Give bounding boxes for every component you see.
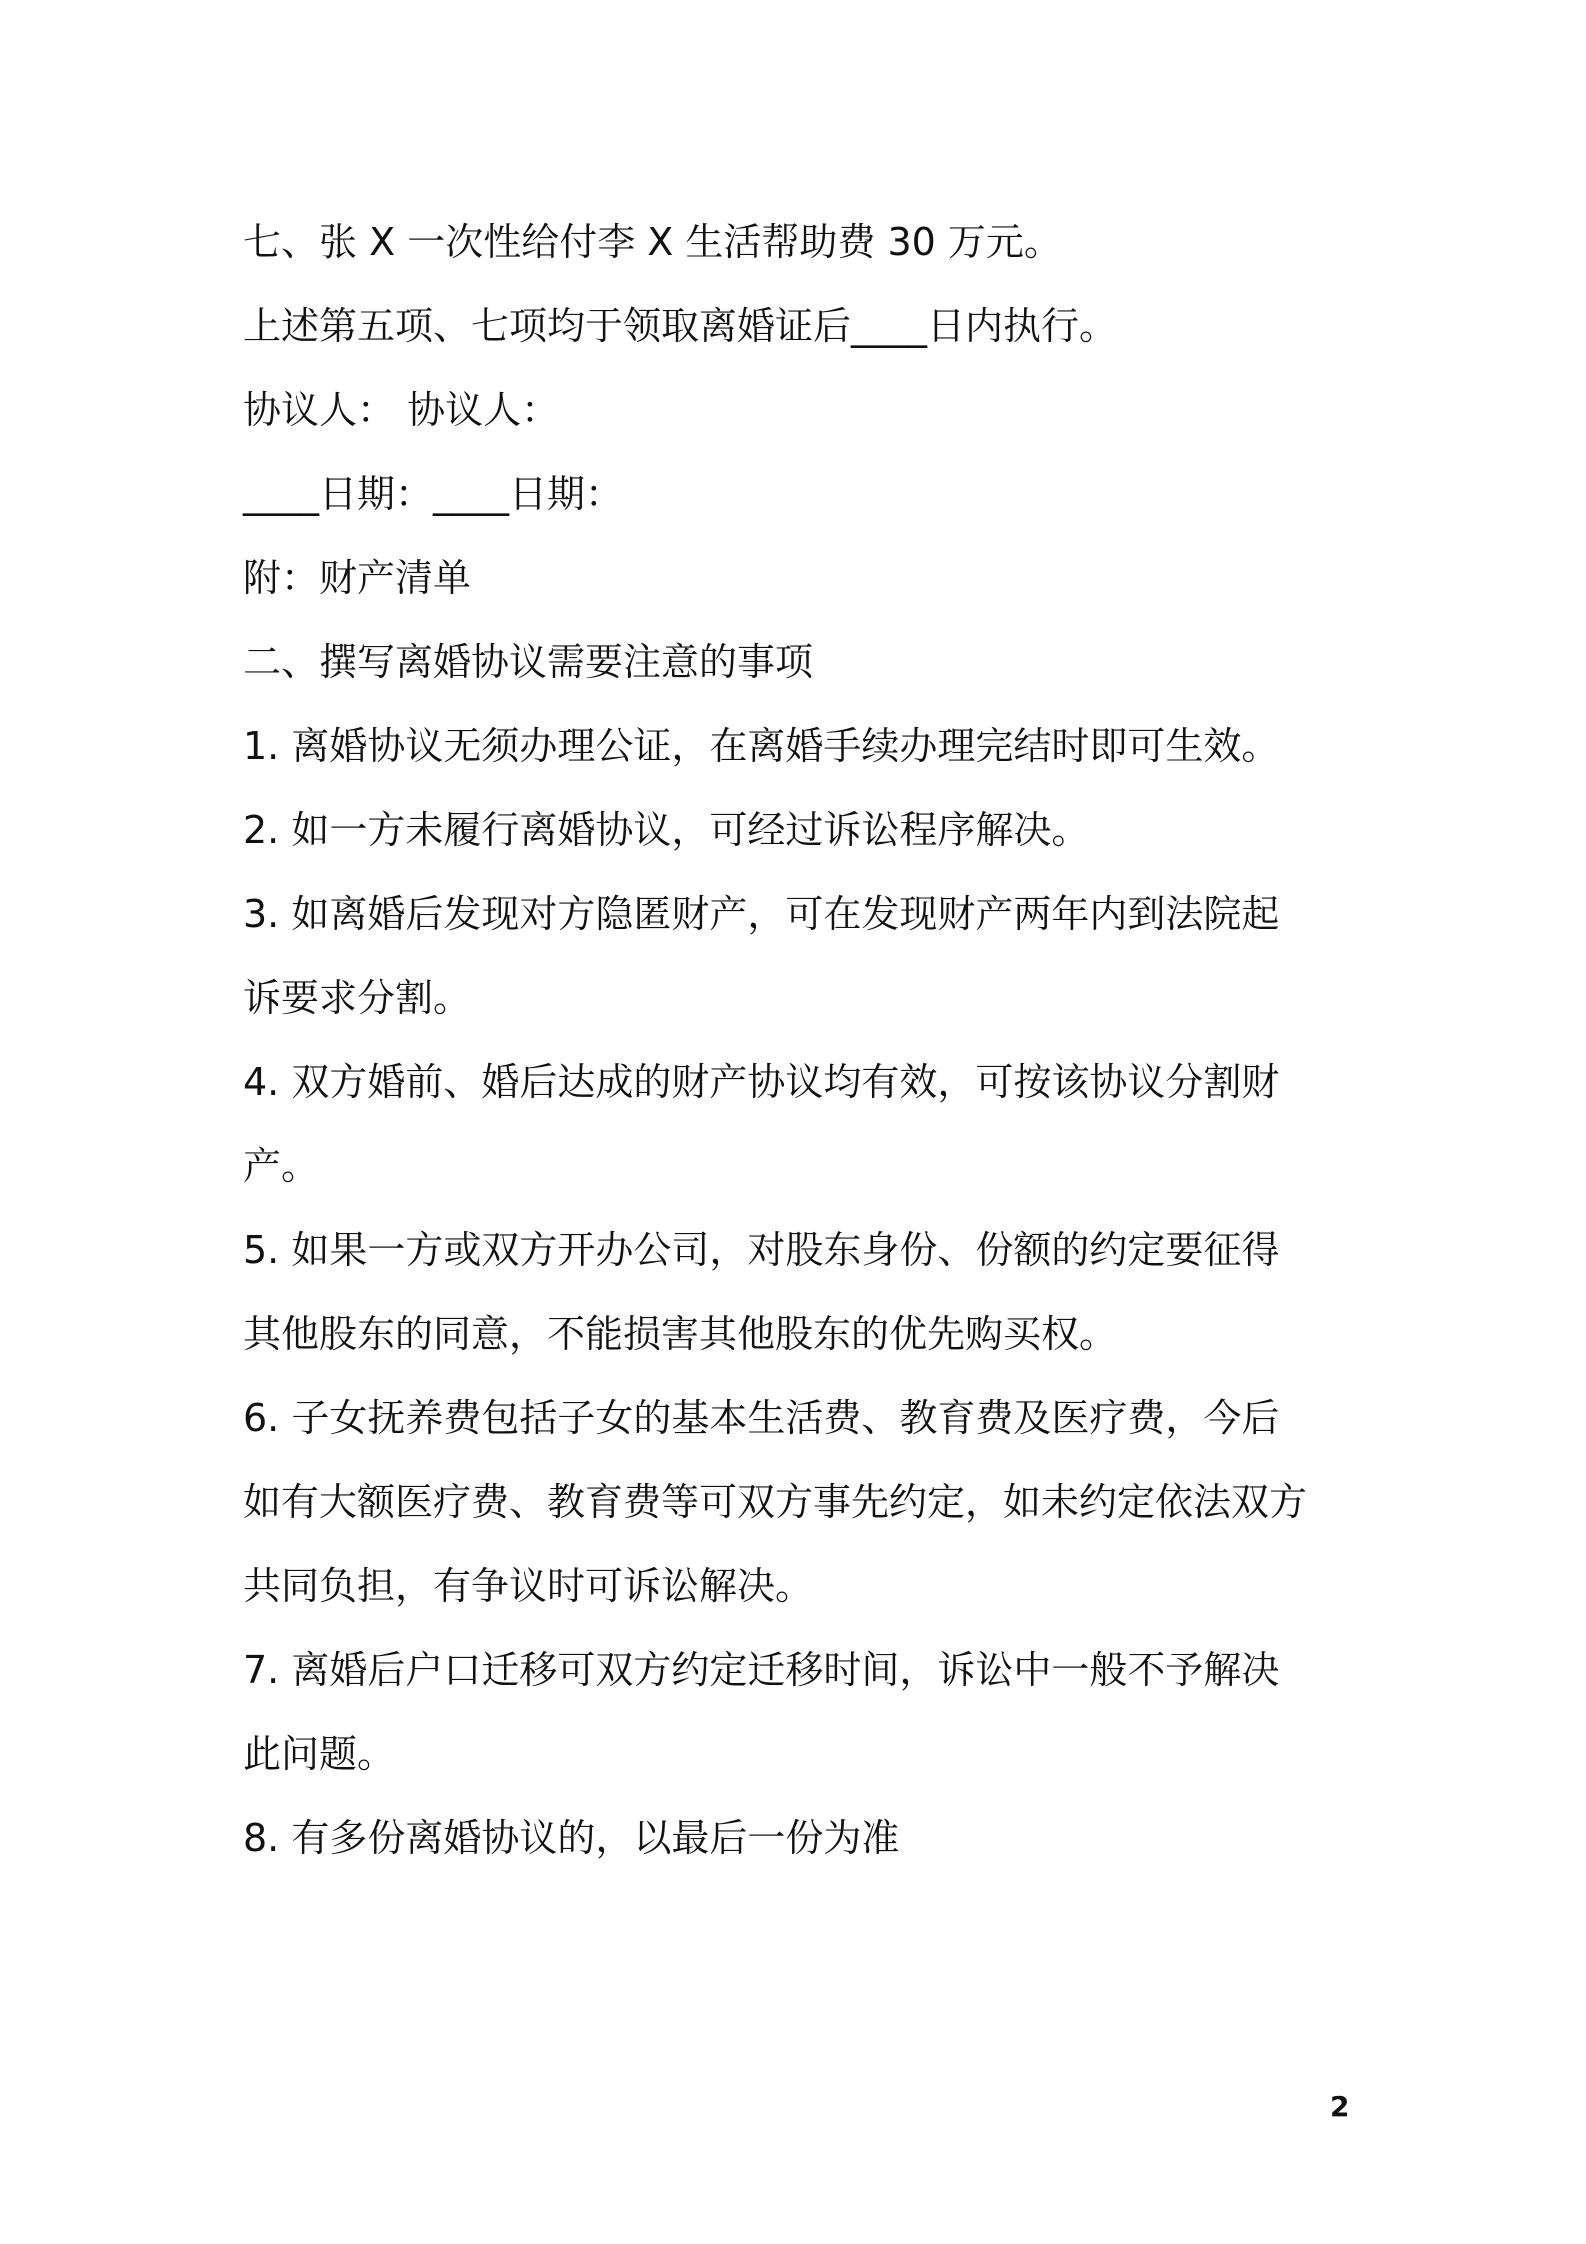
- list-item-continuation: 产。: [243, 1144, 320, 1188]
- text-line: 附：财产清单: [243, 556, 472, 600]
- list-item-continuation: 诉要求分割。: [243, 976, 472, 1020]
- text-line: 协议人： 协议人：: [243, 388, 560, 432]
- list-item: 7. 离婚后户口迁移可双方约定迁移时间，诉讼中一般不予解决: [243, 1648, 1280, 1692]
- text-line: ____日期：____日期：: [243, 472, 624, 516]
- section-heading: 二、撰写离婚协议需要注意的事项: [243, 640, 814, 684]
- list-item: 1. 离婚协议无须办理公证，在离婚手续办理完结时即可生效。: [243, 724, 1280, 768]
- list-item: 8. 有多份离婚协议的，以最后一份为准: [243, 1816, 900, 1860]
- list-item: 3. 如离婚后发现对方隐匿财产，可在发现财产两年内到法院起: [243, 892, 1280, 936]
- text-line: 上述第五项、七项均于领取离婚证后____日内执行。: [243, 304, 1118, 348]
- list-item-continuation: 如有大额医疗费、教育费等可双方事先约定，如未约定依法双方: [243, 1480, 1308, 1524]
- list-item-continuation: 此问题。: [243, 1732, 396, 1776]
- page-number: 2: [1330, 2090, 1350, 2123]
- list-item-continuation: 其他股东的同意，不能损害其他股东的优先购买权。: [243, 1312, 1118, 1356]
- list-item: 5. 如果一方或双方开办公司，对股东身份、份额的约定要征得: [243, 1228, 1280, 1272]
- list-item: 6. 子女抚养费包括子女的基本生活费、教育费及医疗费，今后: [243, 1396, 1280, 1440]
- document-body: [243, 200, 1363, 1880]
- list-item: 4. 双方婚前、婚后达成的财产协议均有效，可按该协议分割财: [243, 1060, 1280, 1104]
- list-item-continuation: 共同负担，有争议时可诉讼解决。: [243, 1564, 814, 1608]
- list-item: 2. 如一方未履行离婚协议，可经过诉讼程序解决。: [243, 808, 1090, 852]
- text-line: 七、张 X 一次性给付李 X 生活帮助费 30 万元。: [243, 220, 1062, 264]
